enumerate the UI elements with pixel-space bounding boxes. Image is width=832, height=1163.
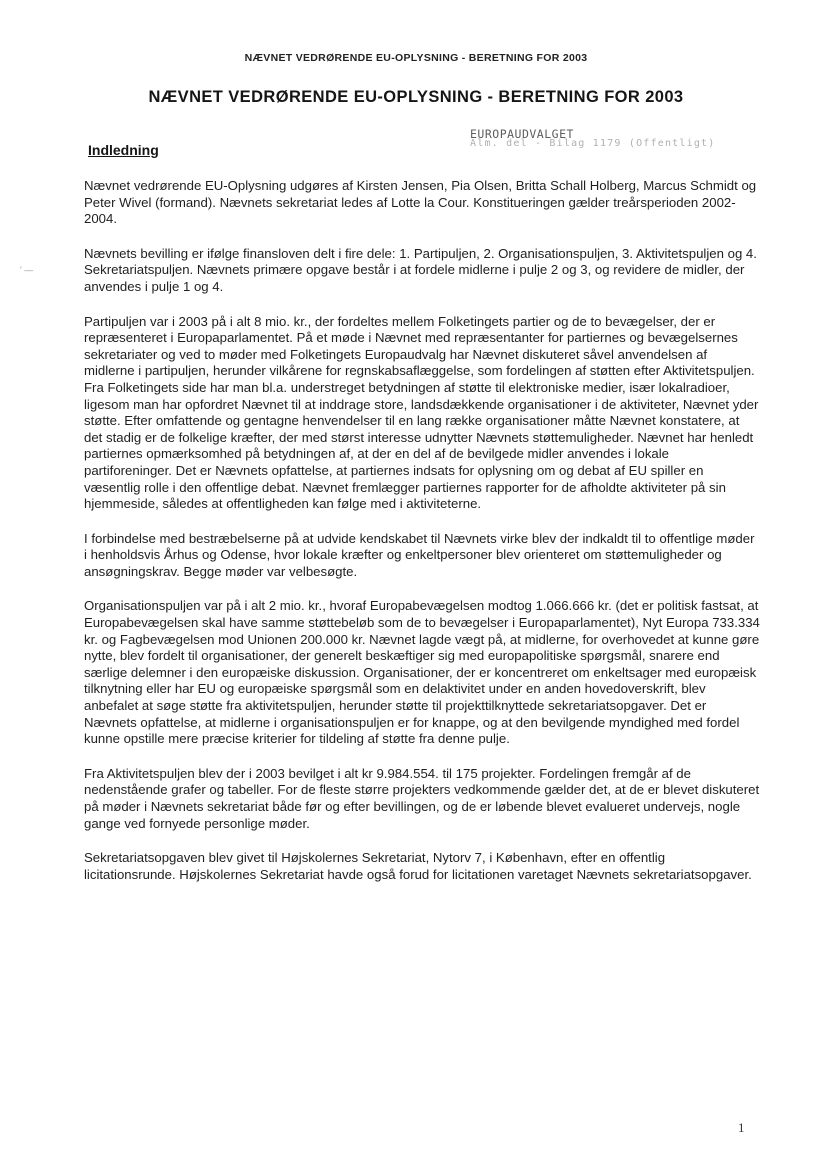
- paragraph-activity-pool: Fra Aktivitetspuljen blev der i 2003 bevilget i alt kr 9.984.554. til 175 projekter. Fordelingen fremgår af de nedenstående grafer og tabeller. For de fleste større projekters vedkommende gælder det, at de er blevet diskuteret på møder i Nævnets sekretariat både før og efter bevillingen, og de er løbende blevet evalueret undervejs, nogle gange ved fornyede personlige møder.: [84, 765, 760, 831]
- running-header: NÆVNET VEDRØRENDE EU-OPLYSNING - BERETNING FOR 2003: [244, 52, 588, 64]
- margin-mark: ' —: [20, 265, 34, 275]
- paragraph-secretariat: Sekretariatsopgaven blev givet til Højskolernes Sekretariat, Nytorv 7, i København, efter en offentlig licitationsrunde. Højskolernes Sekretariat havde også forud for licitationen varetaget Nævnets sekretariatsopgaver.: [84, 850, 752, 882]
- paragraph-budget: Nævnets bevilling er ifølge finansloven delt i fire dele: 1. Partipuljen, 2. Organisationspuljen, 3. Aktivitetspuljen og 4. Sekretariatspuljen. Nævnets primære opgave består i at fordele midlerne i pulje 2 og 3, og revidere de midler, der anvendes i pulje 1 og 4.: [84, 245, 757, 294]
- paragraph-public-meetings: I forbindelse med bestræbelserne på at udvide kendskabet til Nævnets virke blev der indkaldt til to offentlige møder i henholdsvis Århus og Odense, hvor lokale kræfter og enkeltpersoner blev orienteret om støttemuligheder og ansøgningskrav. Begge møder var velbesøgte.: [84, 530, 755, 579]
- paragraph-composition: Nævnet vedrørende EU-Oplysning udgøres af Kirsten Jensen, Pia Olsen, Britta Schall Holberg, Marcus Schmidt og Peter Wivel (formand). Nævnets sekretariat ledes af Lotte la Cour. Konstitueringen gælder treårsperioden 2002-2004.: [84, 178, 757, 227]
- page-title: NÆVNET VEDRØRENDE EU-OPLYSNING - BERETNING FOR 2003: [148, 88, 684, 106]
- paragraph-organisation-pool: Organisationspuljen var på i alt 2 mio. kr., hvoraf Europabevægelsen modtog 1.066.666 kr. (det er politisk fastsat, at Europabevægelsen skal have samme støttebeløb som de to bevægelser i Europaparlamentet), Nyt Europa 733.334 kr. og Fagbevægelsen mod Unionen 200.000 kr. Nævnet lagde vægt på, at midlerne, for overhovedet at kunne gøre nytte, blev fordelt til organisationer, der generelt beskæftiger sig med europapolitiske spørgsmål, snarere end særlige delemner i den europæiske diskussion. Organisationer, der er koncentreret om enkeltsager med europæisk tilknytning eller har EU og europæiske spørgsmål som en delaktivitet under en anden hovedoverskrift, blev anbefalet at søge støtte fra aktivitetspuljen, herunder støtte til projekttilknyttede sekretariatsopgaver. Det er Nævnets opfattelse, at midlerne i organisationspuljen er for knappe, og at den bevilgende myndighed med fordel kunne opstille mere præcise kriterier for tildeling af støtte fra denne pulje.: [84, 598, 760, 747]
- page-number: 1: [738, 1120, 745, 1135]
- stamp-committee: EUROPAUDVALGET: [470, 129, 574, 141]
- paragraph-party-pool: Partipuljen var i 2003 på i alt 8 mio. kr., der fordeltes mellem Folketingets partier og de to bevægelser, der er repræsenteret i Europaparlamentet. På et møde i Nævnet med repræsentanter for partiernes og bevægelsernes sekretariater og ved to møder med Folketingets Europaudvalg har Nævnet diskuteret såvel anvendelsen af midlerne i partipuljen, herunder vilkårene for regnskabsaflæggelse, som fordelingen af støtten efter Aktivitetspuljen. Fra Folketingets side har man bl.a. understreget betydningen af støtte til elektroniske medier, især lokalradioer, ligesom man har opfordret Nævnet til at inddrage store, landsdækkende organisationer i de aktiviteter, Nævnet yder støtte. Efter omfattende og gentagne henvendelser til en lang række organisationer måtte Nævnet konstatere, at det stadig er de folkelige kræfter, der med størst interesse udnytter Nævnets støttemuligheder. Nævnet har henledt partiernes opmærksomhed på betydningen af, at der en del af de bevilgede midler anvendes i lokale partiforeninger. Det er Nævnets opfattelse, at partiernes indsats for oplysning om og debat af EU spiller en væsentlig rolle i den offentlige debat. Nævnet fremlægger partiernes rapporter for de afholdte aktiviteter på sin hjemmeside, således at offentligheden kan følge med i aktiviteterne.: [84, 313, 759, 512]
- stamp-reference: Alm. del - Bilag 1179 (Offentligt): [470, 138, 716, 149]
- section-heading: Indledning: [88, 142, 159, 158]
- archive-stamp: [470, 129, 815, 149]
- body-text: [84, 178, 760, 901]
